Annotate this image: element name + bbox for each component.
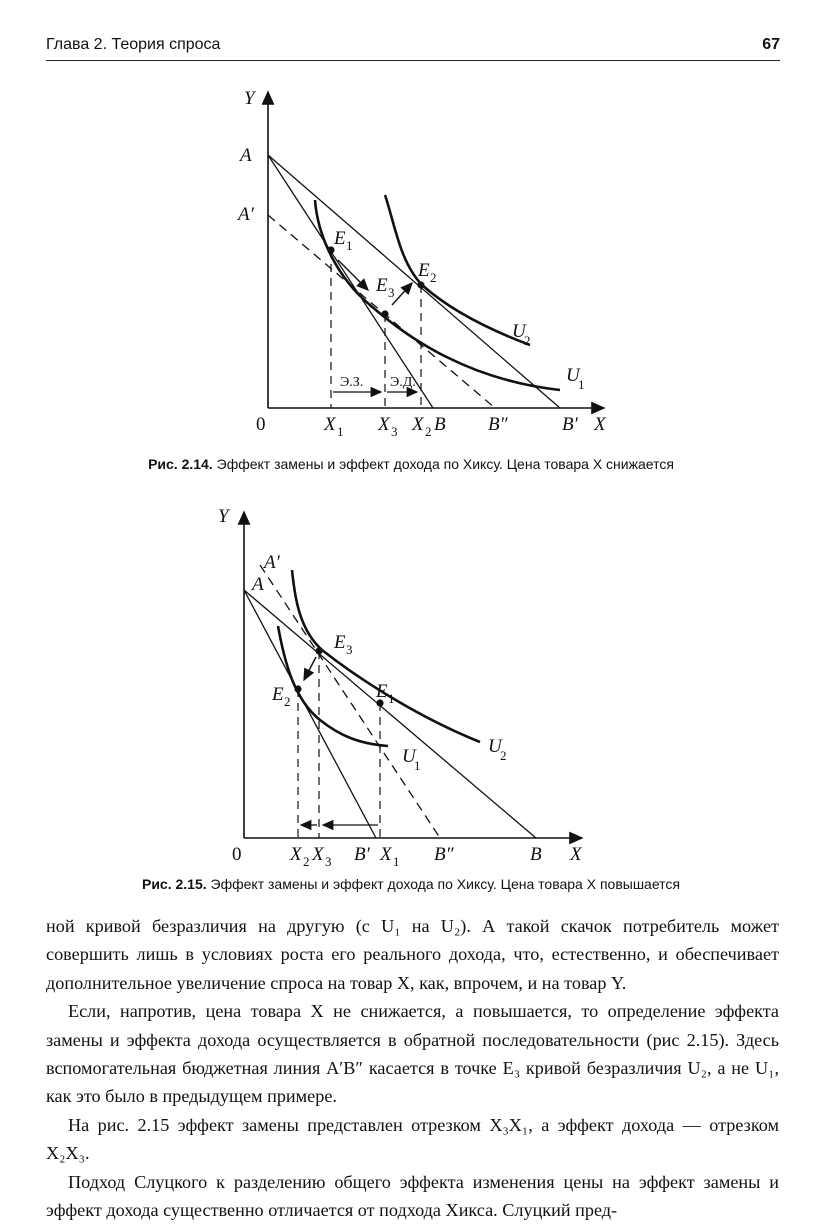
label-y-axis: Y [218, 506, 229, 527]
label-X3-sub: 3 [391, 424, 398, 439]
budget-line-AB [268, 155, 433, 408]
label-x-axis: X [570, 844, 582, 865]
label-E1: E [376, 681, 388, 702]
label-X1: X [324, 414, 336, 435]
label-x-axis: X [594, 414, 606, 435]
label-U2: U [488, 736, 502, 757]
caption-number: Рис. 2.15. [141, 876, 207, 892]
label-X2-sub: 2 [425, 424, 432, 439]
label-E1: E [334, 228, 346, 249]
label-X2-sub: 2 [303, 854, 310, 869]
label-A-prime: A′ [264, 552, 280, 573]
indifference-curve-U2 [385, 195, 530, 345]
label-A: A [240, 145, 252, 166]
label-B-dprime: B″ [434, 844, 454, 865]
label-X2: X [290, 844, 302, 865]
caption-text: Эффект замены и эффект дохода по Хиксу. Цена товара X снижается [216, 456, 674, 472]
label-U1: U [566, 365, 580, 386]
chapter-title: Глава 2. Теория спроса [46, 36, 221, 53]
label-U1-sub: 1 [578, 377, 585, 392]
paragraph-2: Если, напротив, цена товара X не снижается, а повышается, то определение эффекта замены и эффекта дохода осуществляется в обратной последовательности (рис 2.15). Здесь вспомогательная бюджетная линия A′B″ касается в точке E₃ кривой безразличия U₂, а не U₁, как это было в предыдущем примере. [46, 1001, 779, 1107]
budget-line-AB [244, 590, 536, 838]
label-E2: E [272, 684, 284, 705]
label-X2: X [412, 414, 424, 435]
label-E1-sub: 1 [346, 238, 353, 253]
page-number: 67 [762, 36, 780, 53]
arrow-E3-E2 [304, 657, 316, 680]
label-X3-sub: 3 [325, 854, 332, 869]
label-E2: E [418, 260, 430, 281]
caption-number: Рис. 2.14. [148, 456, 213, 472]
label-origin: 0 [232, 844, 242, 865]
label-ez: Э.З. [340, 375, 364, 390]
label-B-prime: B′ [354, 844, 370, 865]
label-U2-sub: 2 [500, 748, 507, 763]
label-E3-sub: 3 [388, 285, 395, 300]
label-E2-sub: 2 [430, 270, 437, 285]
budget-line-AB-prime [244, 590, 376, 838]
label-B: B [434, 414, 446, 435]
body-text [46, 912, 779, 1224]
label-ed: Э.Д. [390, 375, 416, 390]
label-B-dprime: B″ [488, 414, 508, 435]
label-B-prime: B′ [562, 414, 578, 435]
label-y-axis: Y [244, 88, 255, 109]
label-E1-sub: 1 [388, 691, 395, 706]
paragraph-1: ной кривой безразличия на другую (с U₁ на U₂). А такой скачок потребитель может совершить лишь в условиях роста его реального дохода, что, естественно, и обеспечивает дополнительное увеличение спроса на товар X, как, впрочем, и на товар Y. [46, 916, 779, 993]
paragraph-4: Подход Слуцкого к разделению общего эффекта изменения цены на эффект замены и эффект дохода существенно отличается от подхода Хикса. Слуцкий пред- [46, 1171, 779, 1221]
caption-fig-2-15 [0, 876, 822, 892]
label-X1: X [380, 844, 392, 865]
label-X1-sub: 1 [337, 424, 344, 439]
label-E3: E [334, 632, 346, 653]
label-E3: E [376, 275, 388, 296]
label-B: B [530, 844, 542, 865]
caption-text: Эффект замены и эффект дохода по Хиксу. Цена товара X повышается [210, 876, 680, 892]
label-X3: X [312, 844, 324, 865]
label-U1: U [402, 746, 416, 767]
indifference-curve-U1 [315, 200, 560, 390]
label-X3: X [378, 414, 390, 435]
caption-fig-2-14 [0, 456, 822, 472]
paragraph-3: На рис. 2.15 эффект замены представлен отрезком X₃X₁, а эффект дохода — отрезком X₂X₃. [46, 1114, 779, 1164]
label-E3-sub: 3 [346, 642, 353, 657]
figure-2-15 [0, 500, 822, 880]
label-X1-sub: 1 [393, 854, 400, 869]
label-origin: 0 [256, 414, 266, 435]
label-E2-sub: 2 [284, 694, 291, 709]
label-A-prime: A′ [238, 204, 254, 225]
page-header [46, 36, 780, 61]
arrow-E3-E2 [392, 283, 412, 305]
label-U1-sub: 1 [414, 758, 421, 773]
budget-line-AB-prime [268, 155, 560, 408]
label-U2: U [512, 321, 526, 342]
label-A: A [252, 574, 264, 595]
label-U2-sub: 2 [524, 333, 531, 348]
